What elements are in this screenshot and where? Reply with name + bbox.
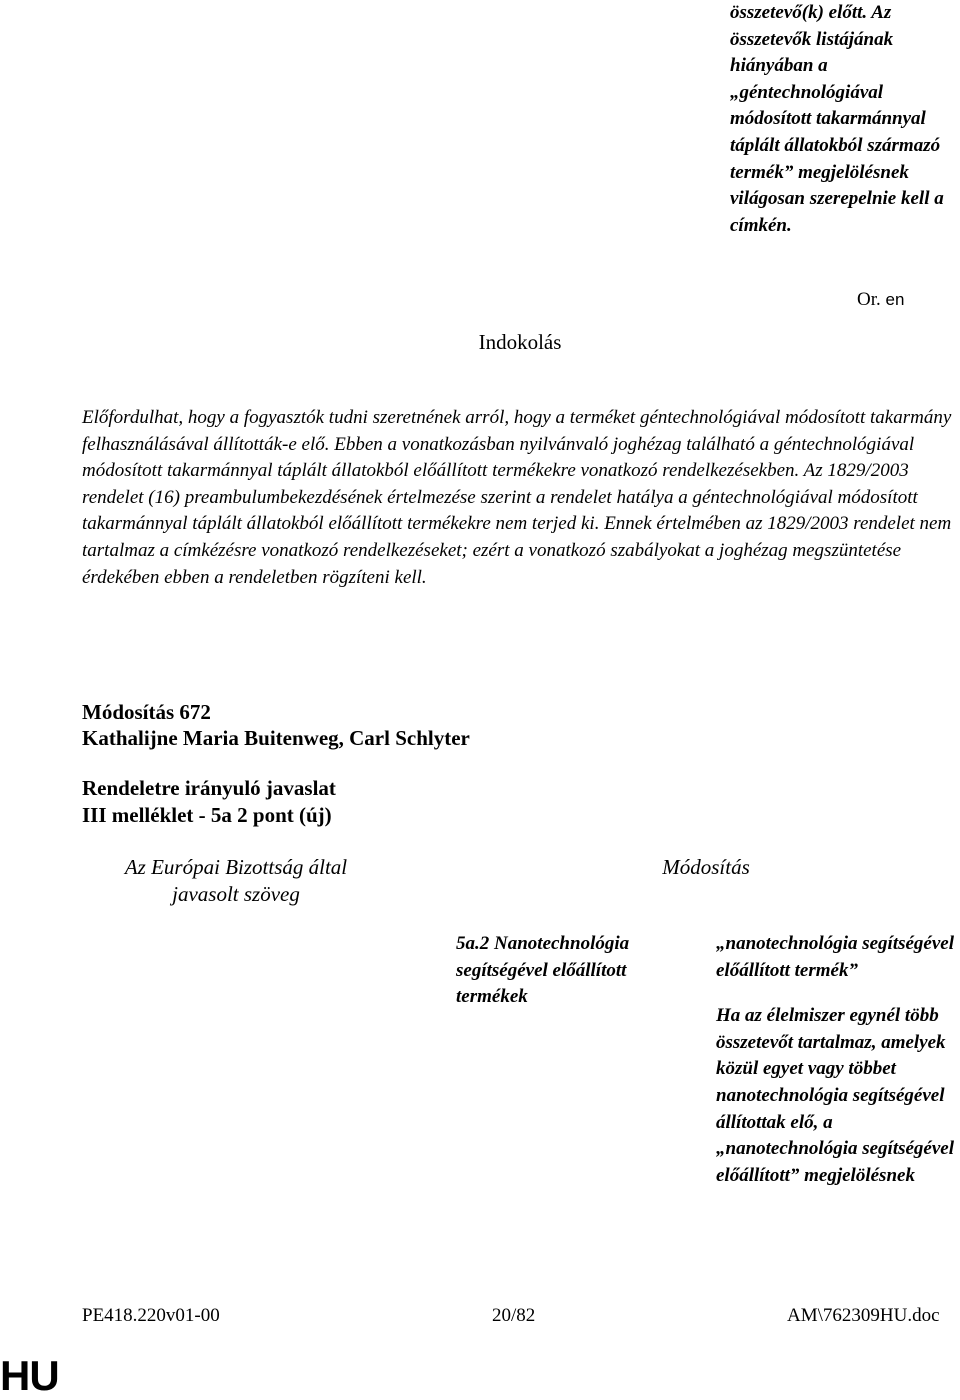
article-reference: III melléklet - 5a 2 pont (új): [82, 803, 332, 827]
amendment-authors: Kathalijne Maria Buitenweg, Carl Schlyter: [82, 726, 470, 750]
amendment-paragraph-2: Ha az élelmiszer egynél több összetevőt tartalmaz, amelyek közül egyet vagy többet nanotechnológia segítségével állítottak elő, a „nanotechnológia segítségével előállított” megjelölésnek: [716, 1005, 955, 1186]
amendment-text-cell: [716, 931, 956, 1189]
previous-amendment-continuation: összetevő(k) előtt. Az összetevők listájának hiányában a „géntechnológiával módosított takarmánnyal táplált állatokból származó termék” megjelölésnek világosan szerepelnie kell a címkén.: [730, 2, 944, 236]
original-language: [857, 289, 904, 311]
justification-title: Indokolás: [478, 330, 562, 354]
original-language-code: en: [885, 290, 905, 309]
amendment-column-header: Módosítás: [662, 855, 750, 879]
commission-text-header: Az Európai Bizottság által javasolt szöveg: [124, 855, 348, 906]
justification-text: Előfordulhat, hogy a fogyasztók tudni szeretnének arról, hogy a terméket géntechnológiával módosított takarmány felhasználásával állították-e elő. Ebben a vonatkozásban nyilvánvaló joghézag található a géntechnológiával módosított takarmánnyal táplált állatokból előállított termékekre vonatkozó rendelkezésekben. Az 1829/2003 rendelet (16) preambulumbekezdésének értelmezése szerint a rendelet hatálya a géntechnológiával módosított takarmánnyal táplált állatokból előállított termékekre nem terjed ki. Ennek értelmében az 1829/2003 rendelet nem tartalmaz a címkézésre vonatkozó rendelkezéseket; ezért a vonatkozó szabályokat a joghézag megszüntetése érdekében ebben a rendeletben rögzíteni kell.: [82, 407, 952, 588]
language-code-badge: HU: [0, 1352, 59, 1399]
proposal-label: Rendeletre irányuló javaslat: [82, 776, 336, 800]
footer-page-number: 20/82: [492, 1305, 536, 1326]
amendment-paragraph-1: „nanotechnológia segítségével előállított termék”: [716, 933, 955, 981]
footer-file-name: AM\762309HU.doc: [787, 1305, 940, 1326]
commission-text-cell: 5a.2 Nanotechnológia segítségével előállított termékek: [456, 933, 630, 1008]
original-language-label: Or.: [857, 289, 881, 310]
amendment-number: Módosítás 672: [82, 700, 211, 724]
footer-document-ref: PE418.220v01-00: [82, 1305, 220, 1326]
